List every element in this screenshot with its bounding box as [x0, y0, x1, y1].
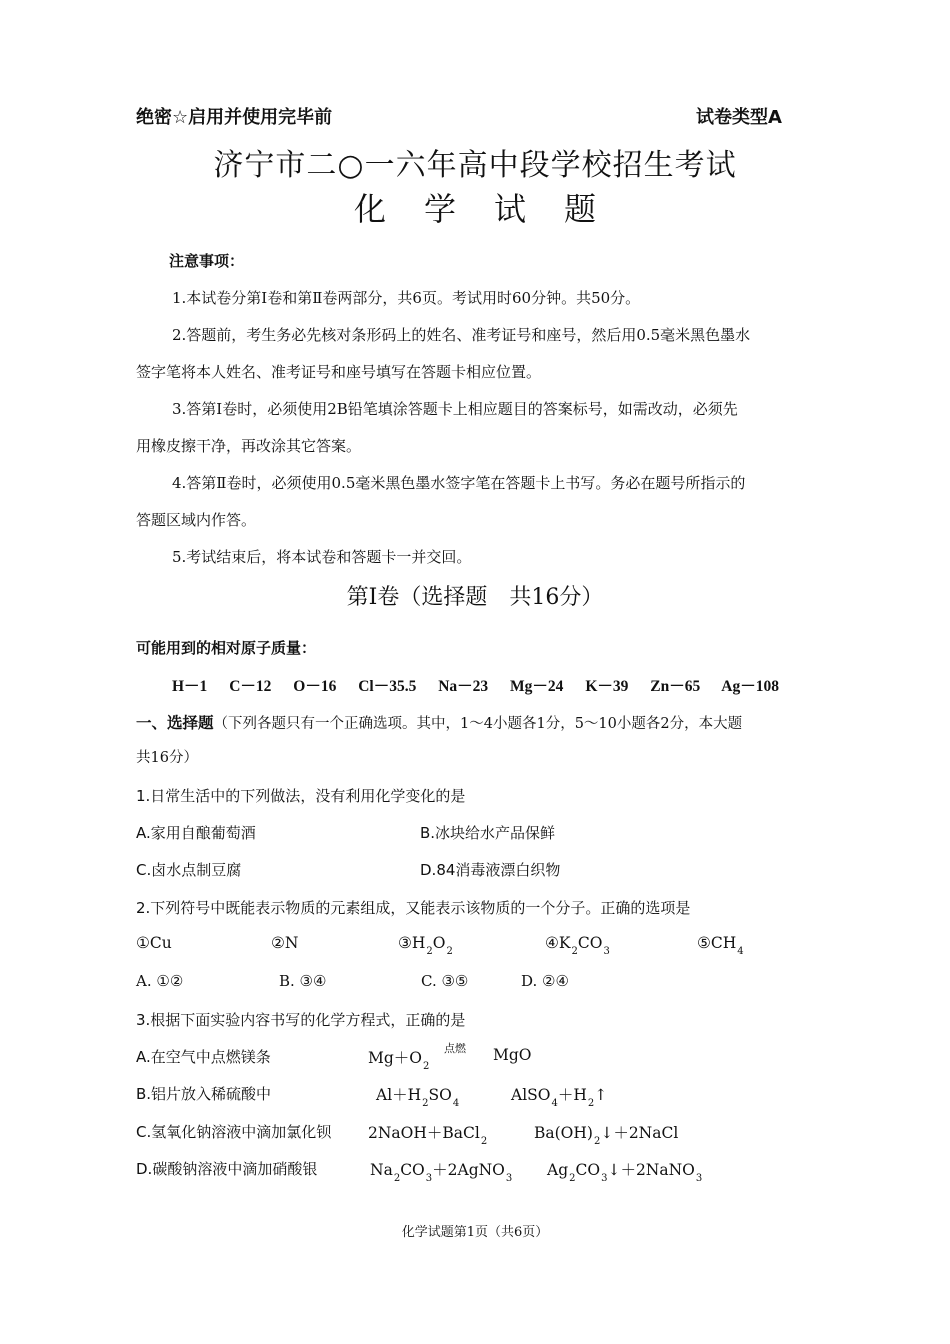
q3-b-lhs-sub-1: 2 [422, 1098, 429, 1109]
q2-symbol-4 [545, 934, 610, 957]
mass-k: K－39 [585, 678, 629, 695]
q3-d-rhs-sub-1: 2 [569, 1173, 576, 1184]
q3-d-lhs-3: ＋2AgNO [432, 1161, 505, 1179]
q2-symbol-4-a: ④K [545, 934, 571, 952]
notice-item-2b: 签字笔将本人姓名、准考证号和座号填写在答题卡相应位置。 [136, 363, 542, 381]
q2-option-b: B. ③④ [279, 972, 327, 990]
q3-a-reactants [368, 1046, 429, 1072]
q3-b-lhs-sub-2: 4 [452, 1098, 460, 1109]
q3-d-lhs-sub-3: 3 [505, 1173, 513, 1184]
q2-symbol-3-sub-1: 2 [426, 946, 433, 957]
notice-item-1: 1.本试卷分第Ⅰ卷和第Ⅱ卷两部分，共6页。考试用时60分钟。共50分。 [172, 289, 641, 307]
q1-option-a: A.家用自酿葡萄酒 [136, 824, 256, 842]
q3-c-reactants [368, 1121, 487, 1147]
paper-type-label: 试卷类型A [696, 107, 782, 128]
q2-symbol-3-sub-2: 2 [446, 946, 453, 957]
q3-b-lhs-2: SO [428, 1086, 452, 1104]
q1-stem: 1.日常生活中的下列做法，没有利用化学变化的是 [136, 787, 466, 805]
q3-a-lhs: Mg＋O [368, 1049, 423, 1067]
q3-b-rhs-sub-1: 4 [551, 1098, 558, 1109]
page-footer: 化学试题第1页（共6页） [401, 1225, 549, 1240]
q3-c-rhs-1: Ba(OH) [534, 1124, 593, 1142]
q3-d-rhs-sub-2: 3 [601, 1173, 608, 1184]
mass-na: Na－23 [438, 678, 489, 695]
confidentiality-label: 绝密☆启用并使用完毕前 [136, 107, 333, 128]
q2-option-d: D. ②④ [521, 972, 569, 990]
part-1-title: 一、选择题 [136, 714, 214, 732]
q2-symbol-3-b: O [432, 934, 446, 952]
q2-symbol-4-sub-1: 2 [571, 946, 578, 957]
q3-d-lhs-sub-2: 3 [425, 1173, 433, 1184]
notice-item-4b: 答题区域内作答。 [136, 511, 257, 529]
q3-d-lhs-2: CO [400, 1161, 425, 1179]
part-1-desc-a: （下列各题只有一个正确选项。其中，1～4小题各1分，5～10小题各2分，本大题 [213, 716, 743, 732]
notice-heading: 注意事项： [169, 252, 245, 270]
q3-d-reactants [370, 1158, 512, 1184]
section-1-title: 第Ⅰ卷（选择题 共16分） [346, 585, 604, 610]
q3-c-lhs-sub: 2 [480, 1136, 488, 1147]
part-1-desc-b: 共16分） [136, 750, 198, 766]
q2-symbol-5-sub: 4 [737, 946, 744, 957]
notice-item-3b: 用橡皮擦干净，再改涂其它答案。 [136, 437, 362, 455]
q3-b-lhs-1: Al＋H [376, 1086, 422, 1104]
q2-symbol-4-sub-2: 3 [603, 946, 610, 957]
q3-option-a: A.在空气中点燃镁条 [136, 1048, 271, 1066]
q3-b-products [511, 1083, 607, 1109]
q3-a-lhs-sub: 2 [423, 1061, 430, 1072]
q2-symbol-2: ②N [271, 934, 299, 952]
mass-zn: Zn－65 [650, 678, 701, 695]
q1-option-c: C.卤水点制豆腐 [136, 861, 242, 879]
q2-option-a: A. ①② [136, 972, 184, 990]
q3-d-rhs-3: ↓＋2NaNO [607, 1161, 695, 1179]
q3-b-reactants [376, 1083, 459, 1109]
q3-stem: 3.根据下面实验内容书写的化学方程式，正确的是 [136, 1011, 466, 1029]
mass-cl: Cl－35.5 [358, 678, 417, 695]
q3-option-b: B.铝片放入稀硫酸中 [136, 1085, 272, 1103]
q3-option-c: C.氢氧化钠溶液中滴加氯化钡 [136, 1123, 332, 1141]
mass-o: O－16 [293, 678, 337, 695]
atomic-mass-label: 可能用到的相对原子质量： [136, 639, 317, 657]
atomic-mass-list [172, 674, 797, 696]
q2-symbol-1: ①Cu [136, 934, 172, 952]
q3-b-rhs-2: ＋H [557, 1086, 587, 1104]
notice-item-5: 5.考试结束后，将本试卷和答题卡一并交回。 [172, 548, 472, 566]
q2-symbol-3 [398, 934, 453, 957]
q3-d-rhs-1: Ag [547, 1161, 569, 1179]
q3-d-products [547, 1158, 702, 1184]
q3-c-lhs: 2NaOH＋BaCl [368, 1124, 480, 1142]
q2-symbol-5 [697, 934, 744, 957]
q3-d-rhs-sub-3: 3 [695, 1173, 703, 1184]
q1-option-d: D.84消毒液漂白织物 [420, 861, 561, 879]
exam-title: 济宁市二○一六年高中段学校招生考试 [213, 148, 737, 183]
mass-mg: Mg－24 [510, 678, 564, 695]
q3-c-rhs-sub: 2 [593, 1136, 601, 1147]
q2-symbol-4-b: CO [577, 934, 603, 952]
q3-d-lhs-1: Na [370, 1161, 393, 1179]
notice-item-4a: 4.答第Ⅱ卷时，必须使用0.5毫米黑色墨水签字笔在答题卡上书写。务必在题号所指示的 [172, 474, 746, 492]
q2-option-c: C. ③⑤ [421, 972, 469, 990]
q2-symbol-5-a: ⑤CH [697, 934, 737, 952]
q1-option-b: B.冰块给水产品保鲜 [420, 824, 556, 842]
notice-item-2a: 2.答题前，考生务必先核对条形码上的姓名、准考证号和座号，然后用0.5毫米黑色墨水 [172, 326, 751, 344]
q3-d-rhs-2: CO [575, 1161, 601, 1179]
part-1-instructions [136, 711, 742, 733]
mass-c: C－12 [229, 678, 272, 695]
q3-a-condition: 点燃 [444, 1042, 466, 1055]
mass-ag: Ag－108 [721, 678, 779, 695]
mass-h: H－1 [172, 678, 208, 695]
q3-b-rhs-sub-2: 2 [587, 1098, 595, 1109]
q3-b-gas-arrow: ↑ [594, 1086, 608, 1104]
q2-stem: 2.下列符号中既能表示物质的元素组成，又能表示该物质的一个分子。正确的选项是 [136, 899, 691, 917]
q3-c-rhs-2: ↓＋2NaCl [600, 1124, 679, 1142]
q2-symbol-3-a: ③H [398, 934, 426, 952]
notice-item-3a: 3.答第Ⅰ卷时，必须使用2B铅笔填涂答题卡上相应题目的答案标号，如需改动，必须先 [172, 400, 738, 418]
q3-c-products [534, 1121, 678, 1147]
q3-b-rhs-1: AlSO [511, 1086, 551, 1104]
q3-a-product: MgO [493, 1046, 532, 1064]
q3-d-lhs-sub-1: 2 [393, 1173, 401, 1184]
subject-title: 化学试题 [353, 190, 634, 228]
q3-option-d: D.碳酸钠溶液中滴加硝酸银 [136, 1160, 318, 1178]
